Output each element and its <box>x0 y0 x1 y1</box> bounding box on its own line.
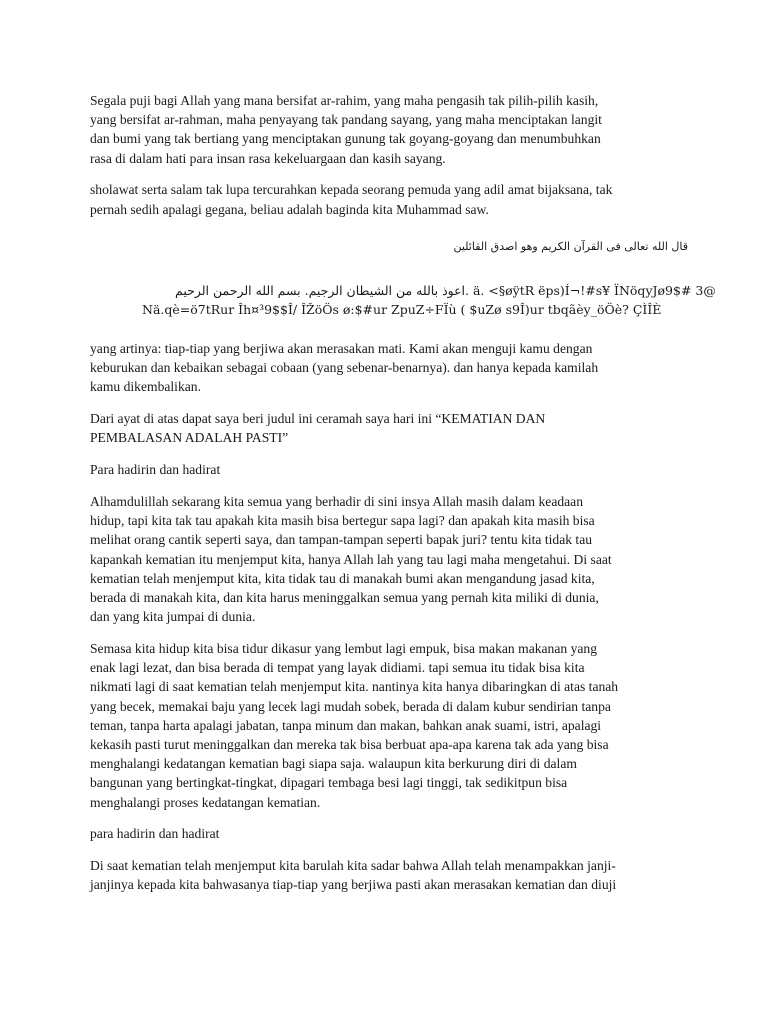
ayat-line-2: Nä.qè=ö7tRur Îh¤³9$$Î/ ÎŽöÖs ø:$#ur ZpuZ÷FÏù ( $uZø s9Î)ur tbqãèy_öÖè? ÇÌÎÈ <box>142 302 662 317</box>
greeting-paragraph: Para hadirin dan hadirat <box>90 462 221 478</box>
title-paragraph: Dari ayat di atas dapat saya beri judul ini ceramah saya hari ini “KEMATIAN DAN PEMBALASAN ADALAH PASTI” <box>90 411 546 446</box>
intro-paragraph: Segala puji bagi Allah yang mana bersifat ar-rahim, yang maha pengasih tak pilih-pilih kasih, yang bersifat ar-rahman, maha penyayang tak pandang sayang, yang maha menciptakan langit dan bumi yang tak bertiang yang menciptakan gunung tak goyang-goyang dan menumbuhkan rasa di dalam hati para insan rasa kekeluargaan dan kasih sayang. <box>90 93 602 166</box>
body-paragraph: Di saat kematian telah menjemput kita barulah kita sadar bahwa Allah telah menampakkan janji- janjinya kepada kita bahwasanya tiap-tiap yang berjiwa pasti akan merasakan kematian dan diuji <box>90 858 617 893</box>
body-paragraph: Semasa kita hidup kita bisa tidur dikasur yang lembut lagi empuk, bisa makan makanan yang enak lagi lezat, dan bisa berada di tempat yang layak didiami. tapi semua itu tidak bisa kita nikmati lagi di saat kematian telah menjemput kita. nantinya kita hanya dibaringkan di atas tanah yang becek, memakai baju yang lecek lagi mudah sobek, berada di dalam kubur sendirian tanpa teman, tanpa harta apalagi jabatan, tanpa minum dan makan, bahkan anak suami, istri, apalagi kekasih pasti turut meninggalkan dan mereka tak bisa berbuat apa-apa karena tak ada yang bisa menghalangi kedatangan kematian bagi siapa saja. walaupun kita berkurung diri di dalam bangunan yang bertingkat-tingkat, dipagari tembaga besi lagi tinggi, tak sedikitpun bisa menghalangi proses kedatangan kematian. <box>90 641 619 810</box>
ayat-title-arabic: قال الله تعالى فى القرآن الكريم وهو اصدق القائلين <box>453 240 688 253</box>
greeting-paragraph: para hadirin dan hadirat <box>90 826 220 842</box>
translation-paragraph: yang artinya: tiap-tiap yang berjiwa akan merasakan mati. Kami akan menguji kamu dengan keburukan dan kebaikan sebagai cobaan (yang sebenar-benarnya). dan hanya kepada kamilah kamu dikembalikan. <box>90 341 599 395</box>
body-paragraph: Alhamdulillah sekarang kita semua yang berhadir di sini insya Allah masih dalam keadaan hidup, tapi kita tak tau apakah kita masih bisa bertegur sapa lagi? dan apakah kita masih bisa melihat orang cantik seperti saya, dan tampan-tampan seperti bapak juri? tentu kita tidak tau kapankah kematian itu menjemput kita, hanya Allah lah yang tau lagi maha mengetahui. Di saat kematian telah menjemput kita, kita tidak tau di manakah bumi akan mengandung jasad kita, berada di manakah kita, dan kita harus meninggalkan semua yang pernah kita miliki di dunia, dan yang kita jumpai di dunia. <box>90 494 612 625</box>
ayat-line-1: اعوذ بالله من الشيطان الرجيم. بسم الله الرحمن الرحيم. ä. <§øÿtR ëps)Í¬!#s¥ ÏNöqyJø9$# 3@ <box>175 283 716 298</box>
sholawat-paragraph: sholawat serta salam tak lupa tercurahkan kepada seorang pemuda yang adil amat bijaksana, tak pernah sedih apalagi gegana, beliau adalah baginda kita Muhammad saw. <box>90 182 613 217</box>
body-section <box>90 339 688 907</box>
